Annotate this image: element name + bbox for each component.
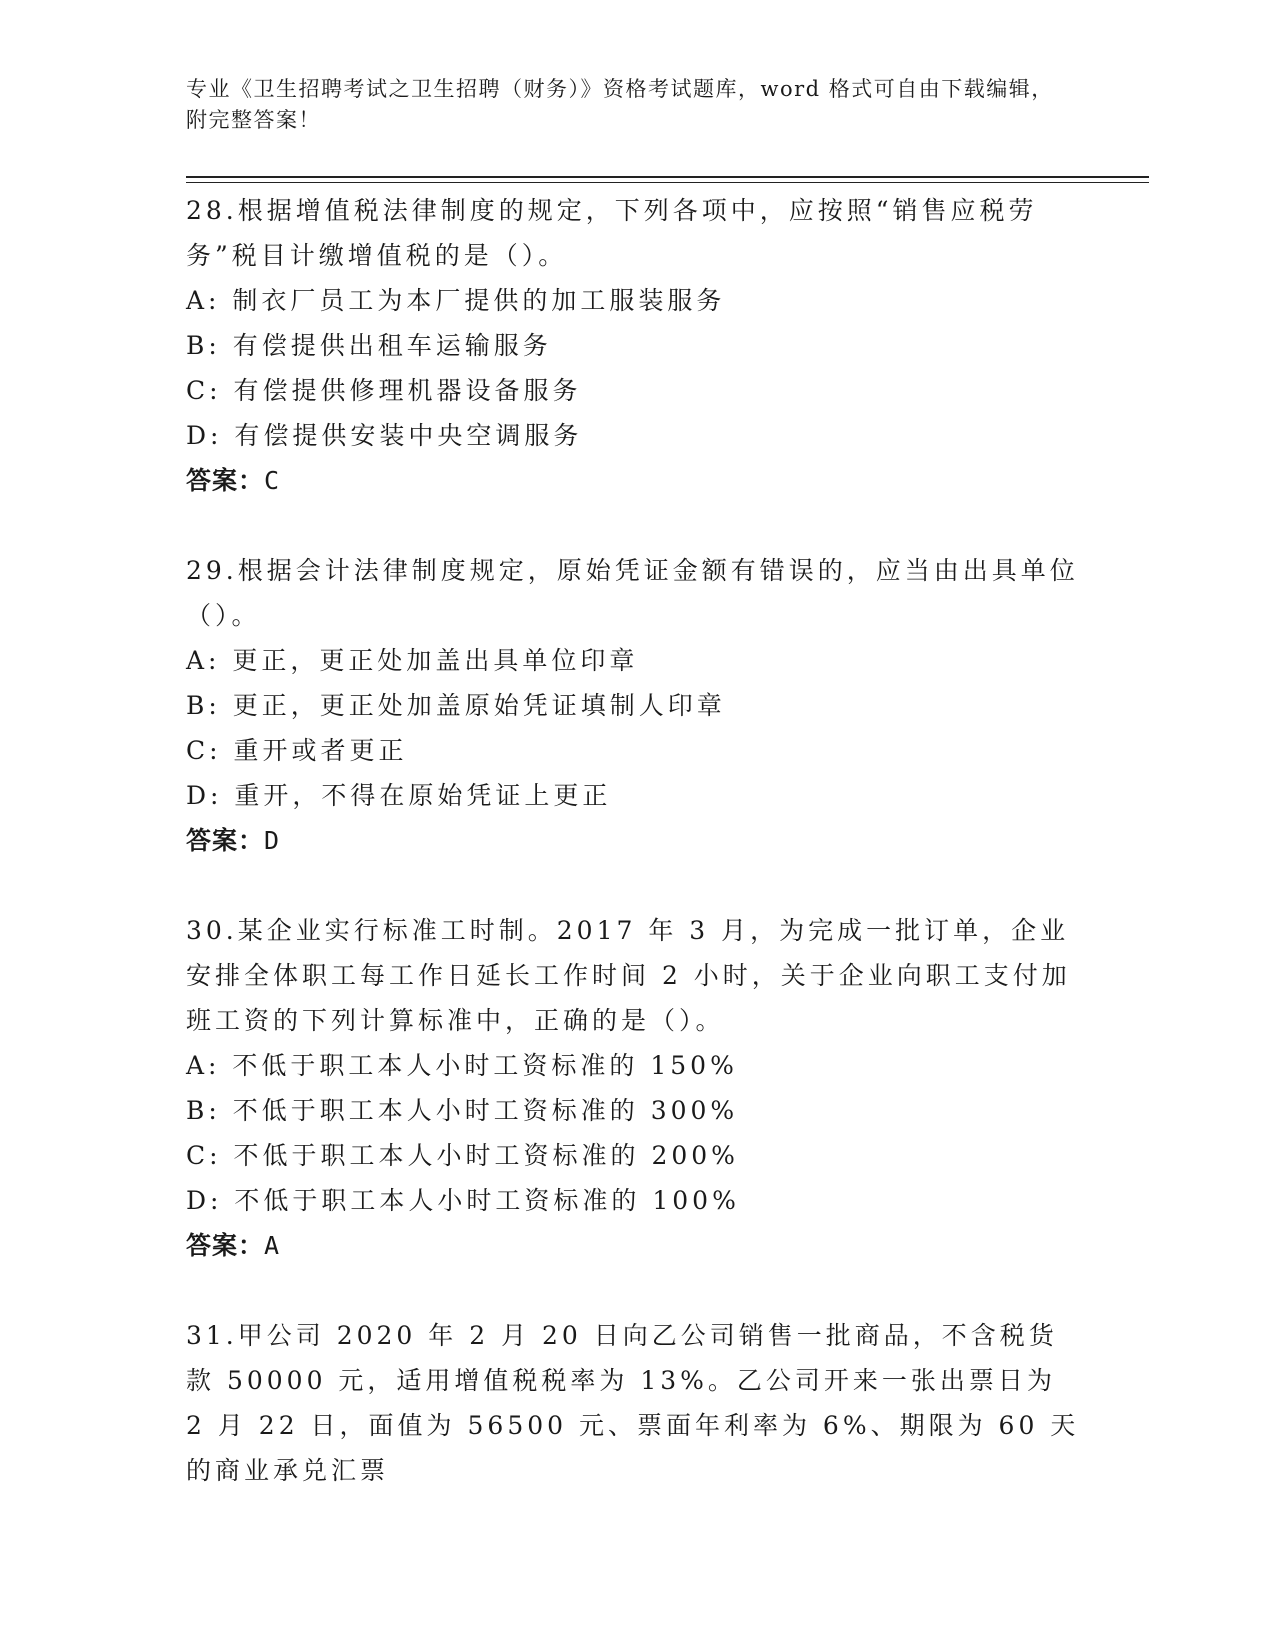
answer-line — [186, 1223, 1086, 1268]
question-30 — [186, 908, 1086, 1268]
question-gap — [186, 1268, 1086, 1313]
answer-label: 答案： — [186, 1231, 265, 1260]
option-d: D: 不低于职工本人小时工资标准的 100% — [186, 1186, 740, 1215]
answer-value: D — [264, 826, 281, 855]
option-a: A: 制衣厂员工为本厂提供的加工服装服务 — [186, 286, 726, 315]
question-31 — [186, 1313, 1086, 1493]
option-d: D: 有偿提供安装中央空调服务 — [186, 421, 583, 450]
question-stem: 28.根据增值税法律制度的规定，下列各项中，应按照“销售应税劳务”税目计缴增值税的是（）。 — [186, 196, 1038, 270]
header-rule-thin — [186, 182, 1149, 183]
answer-value: C — [264, 466, 281, 495]
question-gap — [186, 503, 1086, 548]
answer-line — [186, 458, 1086, 503]
answer-value: A — [264, 1231, 281, 1260]
answer-label: 答案： — [186, 466, 265, 495]
question-stem: 29.根据会计法律制度规定，原始凭证金额有错误的，应当由出具单位（）。 — [186, 556, 1079, 630]
answer-line — [186, 818, 1086, 863]
question-gap — [186, 863, 1086, 908]
option-b: B: 更正，更正处加盖原始凭证填制人印章 — [186, 691, 726, 720]
option-b: B: 不低于职工本人小时工资标准的 300% — [186, 1096, 739, 1125]
option-c: C: 有偿提供修理机器设备服务 — [186, 376, 582, 405]
option-b: B: 有偿提供出租车运输服务 — [186, 331, 552, 360]
question-stem: 31.甲公司 2020 年 2 月 20 日向乙公司销售一批商品，不含税货款 50000 元，适用增值税税率为 13%。乙公司开来一张出票日为 2 月 22 日，面值为 56500 元、票面年利率为 6%、期限为 60 天的商业承兑汇票 — [186, 1321, 1080, 1485]
option-c: C: 不低于职工本人小时工资标准的 200% — [186, 1141, 739, 1170]
question-29 — [186, 548, 1086, 863]
option-d: D: 重开，不得在原始凭证上更正 — [186, 781, 612, 810]
option-a: A: 更正，更正处加盖出具单位印章 — [186, 646, 639, 675]
question-28 — [186, 188, 1086, 503]
question-stem: 30.某企业实行标准工时制。2017 年 3 月，为完成一批订单，企业安排全体职工每工作日延长工作时间 2 小时，关于企业向职工支付加班工资的下列计算标准中，正确的是（）。 — [186, 916, 1071, 1035]
option-a: A: 不低于职工本人小时工资标准的 150% — [186, 1051, 738, 1080]
option-c: C: 重开或者更正 — [186, 736, 408, 765]
document-header: 专业《卫生招聘考试之卫生招聘（财务）》资格考试题库，word 格式可自由下载编辑，附完整答案！ — [186, 77, 1054, 132]
question-list — [186, 188, 1086, 1493]
header-rule-thick — [186, 176, 1149, 178]
answer-label: 答案： — [186, 826, 265, 855]
